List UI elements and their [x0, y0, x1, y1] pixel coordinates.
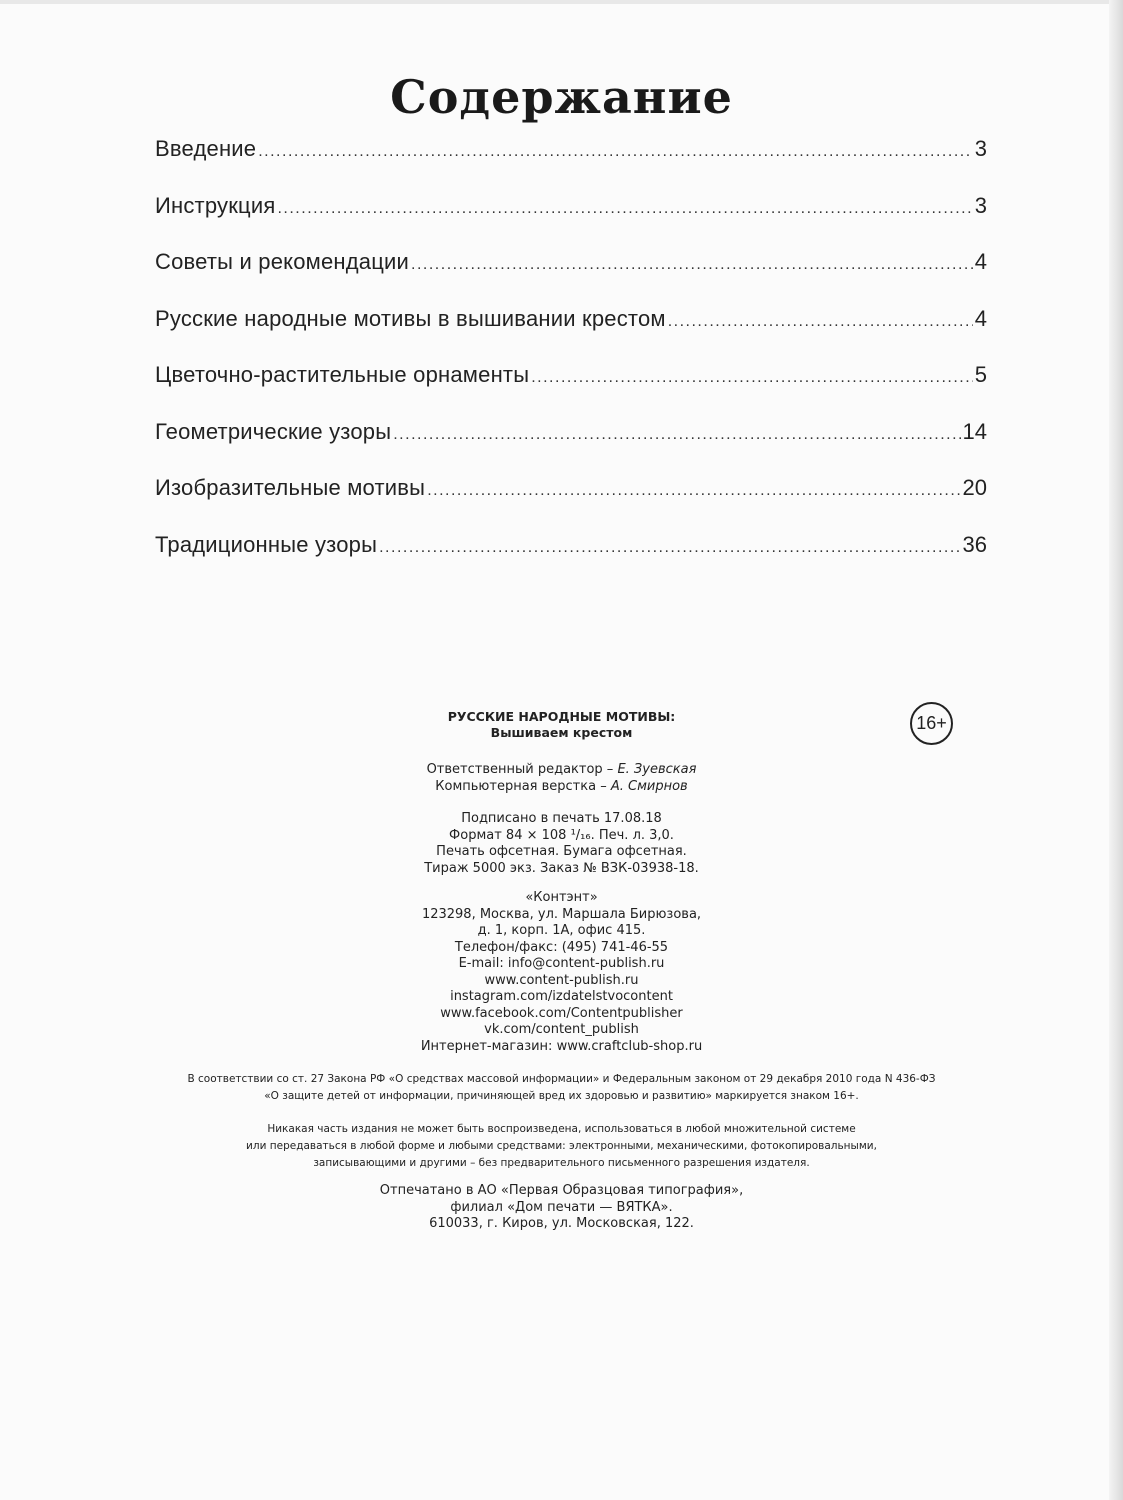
- toc-entry-instruction[interactable]: [155, 193, 987, 250]
- book-subtitle: Вышиваем крестом: [490, 725, 633, 740]
- print-info-line: Подписано в печать 17.08.18: [461, 811, 662, 826]
- toc-entry-label: Советы и рекомендации: [155, 249, 410, 274]
- toc-entry-page: 4: [974, 249, 987, 274]
- publisher-phone: Телефон/факс: (495) 741-46-55: [454, 939, 669, 955]
- publisher-shop: Интернет-магазин: www.craftclub-shop.ru: [420, 1038, 703, 1054]
- toc-entry-floral-ornaments[interactable]: [155, 362, 987, 419]
- toc-entry-page: 36: [962, 531, 987, 557]
- toc-entry-geometric-patterns[interactable]: [155, 419, 987, 476]
- law-notice-line: «О защите детей от информации, причиняющей вред их здоровью и развитию» маркируется знаком 16+.: [264, 1090, 859, 1102]
- book-title-block: [0, 709, 1123, 741]
- toc-entry-label: Введение: [155, 136, 257, 161]
- printer-line: 610033, г. Киров, ул. Московская, 122.: [429, 1216, 694, 1231]
- publisher-instagram: instagram.com/izdatelstvocontent: [450, 989, 673, 1004]
- print-info-line: Формат 84 × 108 ¹/₁₆. Печ. л. 3,0.: [449, 827, 674, 843]
- print-info-line: Печать офсетная. Бумага офсетная.: [436, 844, 687, 859]
- credit-layout: [0, 779, 1123, 796]
- publisher-block: [0, 890, 1123, 1055]
- toc-dot-leader: [668, 313, 973, 331]
- publisher-name: «Контэнт»: [525, 890, 598, 905]
- copyright-notice-block: [0, 1121, 1123, 1172]
- copyright-notice-line: записывающими и другими – без предварительного письменного разрешения издателя.: [313, 1157, 810, 1169]
- credits-block: [0, 762, 1123, 795]
- publisher-email: E-mail: info@content-publish.ru: [458, 956, 665, 971]
- credit-name: А. Смирнов: [610, 778, 688, 794]
- age-rating-badge: 16+: [910, 702, 953, 745]
- toc-entry-page: 20: [962, 475, 987, 500]
- credit-role: Ответственный редактор –: [426, 762, 618, 777]
- page-top-edge: [0, 0, 1123, 4]
- printer-line: Отпечатано в АО «Первая Образцовая типография»,: [379, 1183, 744, 1198]
- table-of-contents: [155, 136, 987, 588]
- toc-entry-page: 14: [962, 418, 987, 444]
- publisher-address: д. 1, корп. 1А, офис 415.: [477, 923, 646, 938]
- publisher-facebook: www.facebook.com/Contentpublisher: [440, 1005, 683, 1021]
- page-right-edge: [1109, 0, 1123, 1500]
- toc-dot-leader: [379, 539, 960, 557]
- toc-dot-leader: [277, 200, 972, 218]
- toc-dot-leader: [393, 426, 960, 444]
- credit-editor: [0, 762, 1123, 779]
- toc-dot-leader: [531, 369, 973, 387]
- toc-dot-leader: [258, 143, 973, 161]
- toc-entry-page: 4: [974, 305, 987, 331]
- credit-name: Е. Зуевская: [617, 762, 697, 777]
- law-notice-line: В соответствии со ст. 27 Закона РФ «О средствах массовой информации» и Федеральным законом от 29 декабря 2010 года N 436-ФЗ: [187, 1073, 936, 1085]
- toc-entry-folk-motifs[interactable]: [155, 306, 987, 363]
- copyright-notice-line: Никакая часть издания не может быть воспроизведена, использоваться в любой множительной системе: [267, 1123, 856, 1135]
- toc-entry-label: Русские народные мотивы в вышивании крестом: [155, 305, 666, 331]
- toc-dot-leader: [427, 482, 960, 500]
- copyright-notice-line: или передаваться в любой форме и любыми средствами: электронными, механическими, фотокопировальными,: [246, 1140, 877, 1152]
- toc-entry-label: Традиционные узоры: [155, 531, 378, 557]
- toc-entry-label: Инструкция: [155, 192, 276, 218]
- toc-entry-traditional-patterns[interactable]: [155, 532, 987, 589]
- print-info-line: Тираж 5000 экз. Заказ № ВЗК-03938-18.: [424, 860, 699, 876]
- toc-entry-introduction[interactable]: [155, 136, 987, 193]
- book-title: РУССКИЕ НАРОДНЫЕ МОТИВЫ:: [447, 709, 676, 724]
- toc-entry-label: Изобразительные мотивы: [155, 475, 426, 500]
- toc-entry-page: 3: [974, 136, 987, 161]
- law-notice-block: [0, 1071, 1123, 1105]
- printer-line: филиал «Дом печати — ВЯТКА».: [450, 1199, 673, 1215]
- toc-entry-label: Цветочно-растительные орнаменты: [155, 362, 530, 387]
- publisher-address: 123298, Москва, ул. Маршала Бирюзова,: [421, 906, 702, 922]
- credit-role: Компьютерная верстка –: [435, 778, 611, 794]
- toc-dot-leader: [411, 256, 973, 274]
- printer-block: [0, 1183, 1123, 1233]
- publisher-website: www.content-publish.ru: [484, 972, 639, 988]
- toc-title: Содержание: [390, 70, 733, 124]
- toc-entry-pictorial-motifs[interactable]: [155, 475, 987, 532]
- toc-entry-page: 3: [974, 192, 987, 218]
- toc-entry-tips[interactable]: [155, 249, 987, 306]
- publisher-vk: vk.com/content_publish: [484, 1022, 639, 1037]
- print-info-block: [0, 811, 1123, 877]
- toc-entry-label: Геометрические узоры: [155, 418, 392, 444]
- toc-entry-page: 5: [974, 362, 987, 387]
